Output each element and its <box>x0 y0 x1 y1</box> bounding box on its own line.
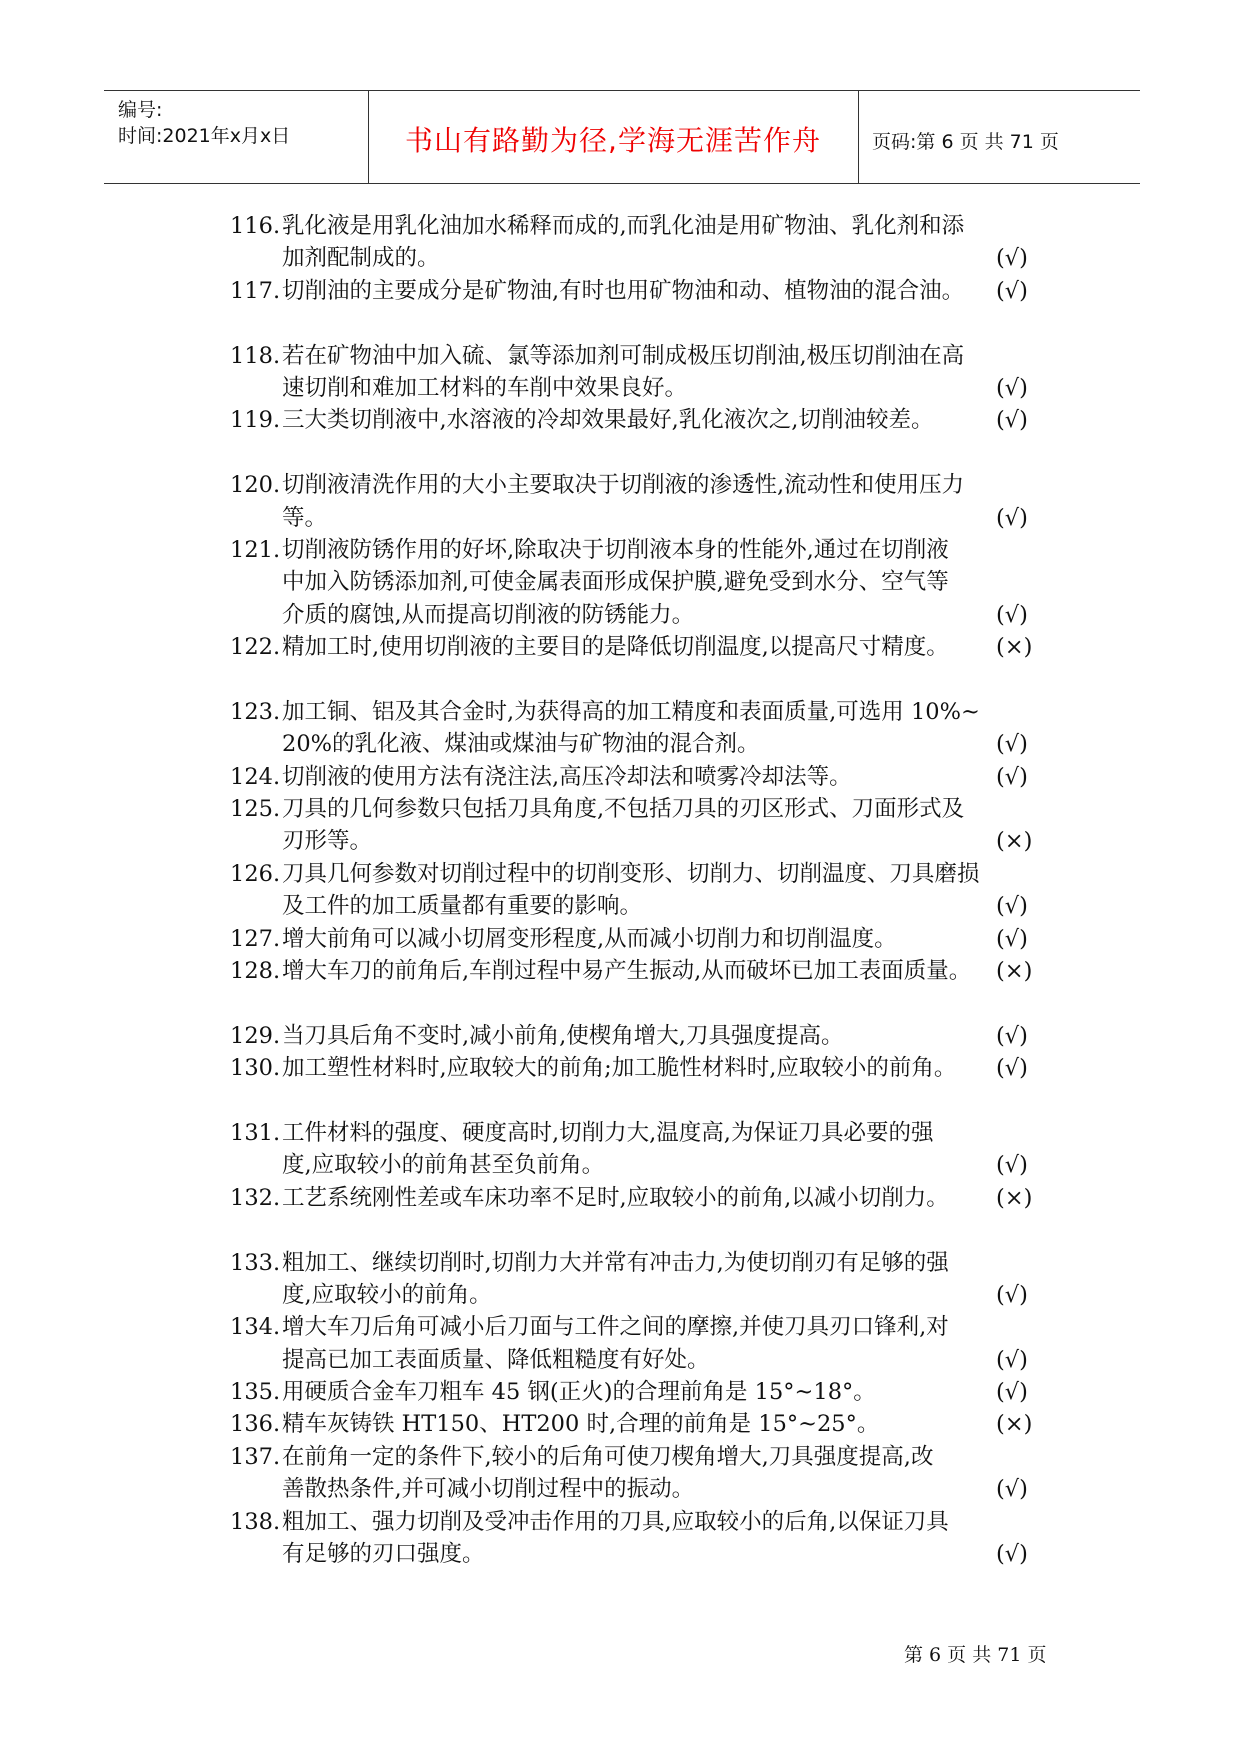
question-text: 当刀具后角不变时,减小前角,使楔角增大,刀具强度提高。 <box>282 1022 844 1049</box>
question-number: 127. <box>230 925 281 952</box>
question-text: 及工件的加工质量都有重要的影响。 <box>282 893 643 920</box>
question-text: 加工塑性材料时,应取较大的前角;加工脆性材料时,应取较小的前角。 <box>282 1055 957 1082</box>
question-number: 117. <box>230 277 281 304</box>
question-item <box>230 1020 1060 1052</box>
question-number: 121. <box>230 536 281 563</box>
question-continuation-line <box>230 1473 1060 1505</box>
date-label: 时间:2021年x月x日 <box>118 125 291 147</box>
answer-mark: (×) <box>996 1411 1033 1438</box>
question-item <box>230 1376 1060 1408</box>
question-number: 130. <box>230 1055 281 1082</box>
question-item <box>230 1441 1060 1506</box>
question-number: 125. <box>230 796 281 823</box>
answer-mark: (×) <box>996 957 1033 984</box>
answer-mark: (√) <box>996 1022 1028 1049</box>
question-continuation-line <box>230 566 1060 598</box>
question-text: 介质的腐蚀,从而提高切削液的防锈能力。 <box>282 601 695 628</box>
question-continuation-line <box>230 372 1060 404</box>
question-number: 131. <box>230 1119 281 1146</box>
question-text: 切削液防锈作用的好坏,除取决于切削液本身的性能外,通过在切削液 <box>282 536 949 563</box>
question-continuation-line <box>230 1279 1060 1311</box>
answer-mark: (√) <box>996 601 1028 628</box>
question-text: 切削油的主要成分是矿物油,有时也用矿物油和动、植物油的混合油。 <box>282 277 965 304</box>
header-page-number: 页码:第 6 页 共 71 页 <box>872 131 1059 153</box>
answer-mark: (×) <box>996 634 1033 661</box>
answer-mark: (√) <box>996 245 1028 272</box>
question-first-line <box>230 210 1060 242</box>
question-text: 工件材料的强度、硬度高时,切削力大,温度高,为保证刀具必要的强 <box>282 1119 934 1146</box>
question-item <box>230 955 1060 1020</box>
question-text: 用硬质合金车刀粗车 45 钢(正火)的合理前角是 15°~18°。 <box>282 1379 876 1406</box>
question-number: 124. <box>230 763 281 790</box>
question-text: 切削液的使用方法有浇注法,高压冷却法和喷雾冷却法等。 <box>282 763 852 790</box>
question-text: 粗加工、强力切削及受冲击作用的刀具,应取较小的后角,以保证刀具 <box>282 1508 949 1535</box>
question-number: 118. <box>230 342 281 369</box>
answer-mark: (√) <box>996 1476 1028 1503</box>
question-item <box>230 275 1060 340</box>
question-number: 134. <box>230 1314 281 1341</box>
question-first-line <box>230 1247 1060 1279</box>
question-text: 刀具几何参数对切削过程中的切削变形、切削力、切削温度、刀具磨损 <box>282 860 980 887</box>
header-left-cell <box>104 91 369 183</box>
question-item <box>230 1506 1060 1571</box>
question-item <box>230 696 1060 761</box>
question-text: 在前角一定的条件下,较小的后角可使刀楔角增大,刀具强度提高,改 <box>282 1443 934 1470</box>
answer-mark: (√) <box>996 277 1028 304</box>
question-number: 119. <box>230 407 281 434</box>
question-first-line <box>230 1506 1060 1538</box>
header-right-cell <box>858 91 1140 183</box>
question-continuation-line <box>230 1538 1060 1570</box>
question-first-line <box>230 793 1060 825</box>
question-number: 128. <box>230 957 281 984</box>
answer-mark: (√) <box>996 763 1028 790</box>
question-continuation-line <box>230 599 1060 631</box>
question-continuation-line <box>230 1344 1060 1376</box>
question-text: 刃形等。 <box>282 828 373 855</box>
question-first-line <box>230 1441 1060 1473</box>
question-list <box>230 210 1060 1570</box>
question-first-line <box>230 1052 1060 1084</box>
question-first-line <box>230 858 1060 890</box>
question-item <box>230 1247 1060 1312</box>
question-item <box>230 631 1060 696</box>
answer-mark: (√) <box>996 407 1028 434</box>
answer-mark: (√) <box>996 1541 1028 1567</box>
page-header <box>104 90 1140 184</box>
question-continuation-line <box>230 728 1060 760</box>
question-item <box>230 1182 1060 1247</box>
question-text: 增大车刀的前角后,车削过程中易产生振动,从而破坏已加工表面质量。 <box>282 957 972 984</box>
footer-page-number: 第 6 页 共 71 页 <box>904 1644 1047 1666</box>
question-number: 122. <box>230 634 281 661</box>
question-first-line <box>230 1408 1060 1440</box>
question-first-line <box>230 761 1060 793</box>
question-text: 度,应取较小的前角。 <box>282 1281 492 1308</box>
question-text: 三大类切削液中,水溶液的冷却效果最好,乳化液次之,切削油较差。 <box>282 407 934 434</box>
question-number: 120. <box>230 472 281 499</box>
question-text: 粗加工、继续切削时,切削力大并常有冲击力,为使切削刃有足够的强 <box>282 1249 949 1276</box>
question-text: 增大前角可以减小切屑变形程度,从而减小切削力和切削温度。 <box>282 925 897 952</box>
question-text: 乳化液是用乳化油加水稀释而成的,而乳化油是用矿物油、乳化剂和添 <box>282 213 965 239</box>
question-first-line <box>230 923 1060 955</box>
question-text: 提高已加工表面质量、降低粗糙度有好处。 <box>282 1346 710 1373</box>
question-number: 116. <box>230 213 281 239</box>
header-middle-cell <box>368 91 859 183</box>
question-first-line <box>230 631 1060 663</box>
question-text: 加剂配制成的。 <box>282 245 440 272</box>
question-text: 度,应取较小的前角甚至负前角。 <box>282 1152 605 1179</box>
answer-mark: (√) <box>996 1281 1028 1308</box>
question-number: 132. <box>230 1184 281 1211</box>
question-item <box>230 858 1060 923</box>
question-text: 刀具的几何参数只包括刀具角度,不包括刀具的刃区形式、刀面形式及 <box>282 796 965 823</box>
question-item <box>230 1311 1060 1376</box>
answer-mark: (√) <box>996 731 1028 758</box>
question-continuation-line <box>230 825 1060 857</box>
question-text: 有足够的刃口强度。 <box>282 1541 485 1568</box>
question-first-line <box>230 275 1060 307</box>
question-text: 若在矿物油中加入硫、氯等添加剂可制成极压切削油,极压切削油在高 <box>282 342 965 369</box>
question-number: 138. <box>230 1508 281 1535</box>
header-motto: 书山有路勤为径,学海无涯苦作舟 <box>405 124 821 157</box>
question-item <box>230 923 1060 955</box>
question-text: 增大车刀后角可减小后刀面与工件之间的摩擦,并使刀具刃口锋利,对 <box>282 1314 949 1341</box>
question-item <box>230 469 1060 534</box>
question-continuation-line <box>230 242 1060 274</box>
question-item <box>230 1052 1060 1117</box>
question-number: 126. <box>230 860 281 887</box>
question-first-line <box>230 404 1060 436</box>
question-text: 加工铜、铝及其合金时,为获得高的加工精度和表面质量,可选用 10%~ <box>282 698 980 725</box>
question-continuation-line <box>230 502 1060 534</box>
question-text: 中加入防锈添加剂,可使金属表面形成保护膜,避免受到水分、空气等 <box>282 569 949 596</box>
question-item <box>230 761 1060 793</box>
question-item <box>230 793 1060 858</box>
question-number: 129. <box>230 1022 281 1049</box>
answer-mark: (√) <box>996 374 1028 401</box>
question-first-line <box>230 696 1060 728</box>
question-first-line <box>230 534 1060 566</box>
question-number: 133. <box>230 1249 281 1276</box>
answer-mark: (√) <box>996 504 1028 531</box>
question-number: 137. <box>230 1443 281 1470</box>
question-first-line <box>230 1182 1060 1214</box>
answer-mark: (√) <box>996 893 1028 920</box>
answer-mark: (×) <box>996 1184 1033 1211</box>
question-item <box>230 1117 1060 1182</box>
question-first-line <box>230 1376 1060 1408</box>
question-text: 切削液清洗作用的大小主要取决于切削液的渗透性,流动性和使用压力 <box>282 472 965 499</box>
answer-mark: (√) <box>996 1152 1028 1179</box>
question-item <box>230 1408 1060 1440</box>
question-number: 136. <box>230 1411 281 1438</box>
answer-mark: (√) <box>996 1379 1028 1406</box>
answer-mark: (√) <box>996 925 1028 952</box>
question-text: 善散热条件,并可减小切削过程中的振动。 <box>282 1476 695 1503</box>
answer-mark: (√) <box>996 1055 1028 1082</box>
question-first-line <box>230 1311 1060 1343</box>
question-number: 135. <box>230 1379 281 1406</box>
question-item <box>230 534 1060 631</box>
question-item <box>230 404 1060 469</box>
question-text: 速切削和难加工材料的车削中效果良好。 <box>282 374 688 401</box>
question-first-line <box>230 955 1060 987</box>
question-number: 123. <box>230 698 281 725</box>
serial-number-label: 编号: <box>118 99 163 121</box>
question-first-line <box>230 1117 1060 1149</box>
question-item <box>230 340 1060 405</box>
question-text: 精车灰铸铁 HT150、HT200 时,合理的前角是 15°~25°。 <box>282 1411 880 1438</box>
question-text: 精加工时,使用切削液的主要目的是降低切削温度,以提高尺寸精度。 <box>282 634 949 661</box>
question-continuation-line <box>230 1149 1060 1181</box>
question-first-line <box>230 1020 1060 1052</box>
question-first-line <box>230 340 1060 372</box>
answer-mark: (√) <box>996 1346 1028 1373</box>
question-text: 工艺系统刚性差或车床功率不足时,应取较小的前角,以减小切削力。 <box>282 1184 949 1211</box>
question-item <box>230 210 1060 275</box>
question-continuation-line <box>230 890 1060 922</box>
question-first-line <box>230 469 1060 501</box>
question-text: 20%的乳化液、煤油或煤油与矿物油的混合剂。 <box>282 731 760 758</box>
question-text: 等。 <box>282 504 328 531</box>
answer-mark: (×) <box>996 828 1033 855</box>
